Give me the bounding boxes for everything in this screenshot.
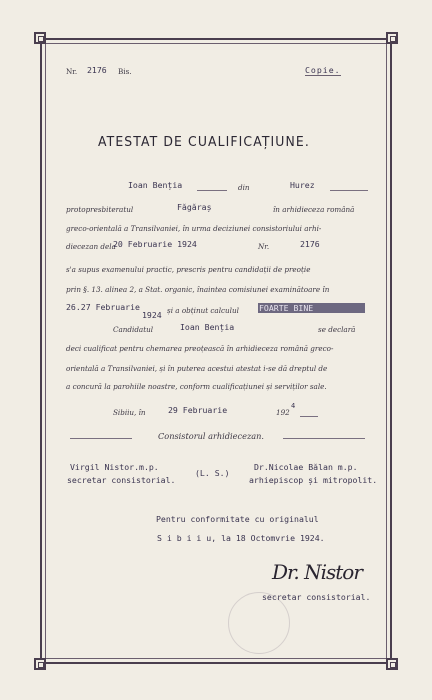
corner-ornament: [34, 658, 46, 670]
candidatul-label: Candidatul: [113, 325, 154, 334]
line-5: s'a supus examenului practic, prescris pentru candidații de preoție: [66, 265, 311, 274]
place-year: 4: [291, 402, 296, 410]
obtinut-label: și a obținut calculul: [167, 306, 239, 315]
handwritten-signature: Dr. Nistor: [272, 560, 362, 584]
certification-line-1: Pentru conformitate cu originalul: [156, 514, 319, 524]
seal-mark: (L. S.): [195, 468, 230, 478]
left-signatory-name: Virgil Nistor.m.p.: [70, 462, 159, 472]
name-field: Ioan Benția: [128, 180, 183, 190]
din-label: din: [238, 183, 250, 192]
district-field: Făgăraș: [177, 202, 212, 212]
protopresbiteratul-label: protopresbiteratul: [66, 205, 134, 214]
certification-line-2: S i b i i u, la 18 Octomvrie 1924.: [157, 533, 325, 543]
line-6: prin §. 13. alinea 2, a Stat. organic, înaintea comisiunei examinătoare în: [66, 285, 330, 294]
village-field: Hurez: [290, 180, 315, 190]
line2-suffix: în arhidieceza română: [273, 205, 355, 214]
exam-date: 26.27 Februarie: [66, 302, 140, 312]
line-10: orientală a Transilvaniei, și în puterea acestui atestat i-se dă dreptul de: [66, 364, 328, 373]
document-title: ATESTAT DE CUALIFICAȚIUNE.: [98, 134, 310, 150]
left-signatory-role: secretar consistorial.: [67, 475, 176, 485]
dieceza-label: diecezan dela: [66, 242, 116, 251]
right-signatory-name: Dr.Nicolae Bălan m.p.: [254, 462, 358, 472]
place-year-prefix: 192: [276, 408, 290, 417]
declara-label: se declară: [318, 325, 356, 334]
corner-ornament: [386, 32, 398, 44]
corner-ornament: [386, 658, 398, 670]
decision-number: 2176: [300, 239, 320, 249]
place-date: 29 Februarie: [168, 405, 228, 415]
grade-field: FOARTE BINE: [258, 303, 365, 313]
corner-ornament: [34, 32, 46, 44]
place-label: Sibiiu, în: [113, 408, 146, 417]
document-number: 2176: [87, 65, 107, 75]
line-3: greco-orientală a Transilvaniei, în urma deciziunei consistoriului arhi-: [66, 224, 322, 233]
nr-label: Nr.: [66, 67, 78, 76]
bis-label: Bis.: [118, 67, 132, 76]
nr-inline-label: Nr.: [258, 242, 270, 251]
consistory-line: Consistorul arhidiecezan.: [158, 431, 265, 441]
exam-year: 1924: [142, 310, 162, 320]
line-11: a concură la parohiile noastre, conform cualificațiunei și serviților sale.: [66, 382, 327, 391]
copy-label: Copie.: [305, 65, 341, 75]
candidate-name: Ioan Benția: [180, 322, 235, 332]
right-signatory-role: arhiepiscop și mitropolit.: [249, 475, 378, 485]
line-9: deci cualificat pentru chemarea preoțească în arhidieceza română greco-: [66, 344, 334, 353]
certification-role: secretar consistorial.: [262, 592, 371, 602]
decision-date: 20 Februarie 1924: [113, 239, 197, 249]
